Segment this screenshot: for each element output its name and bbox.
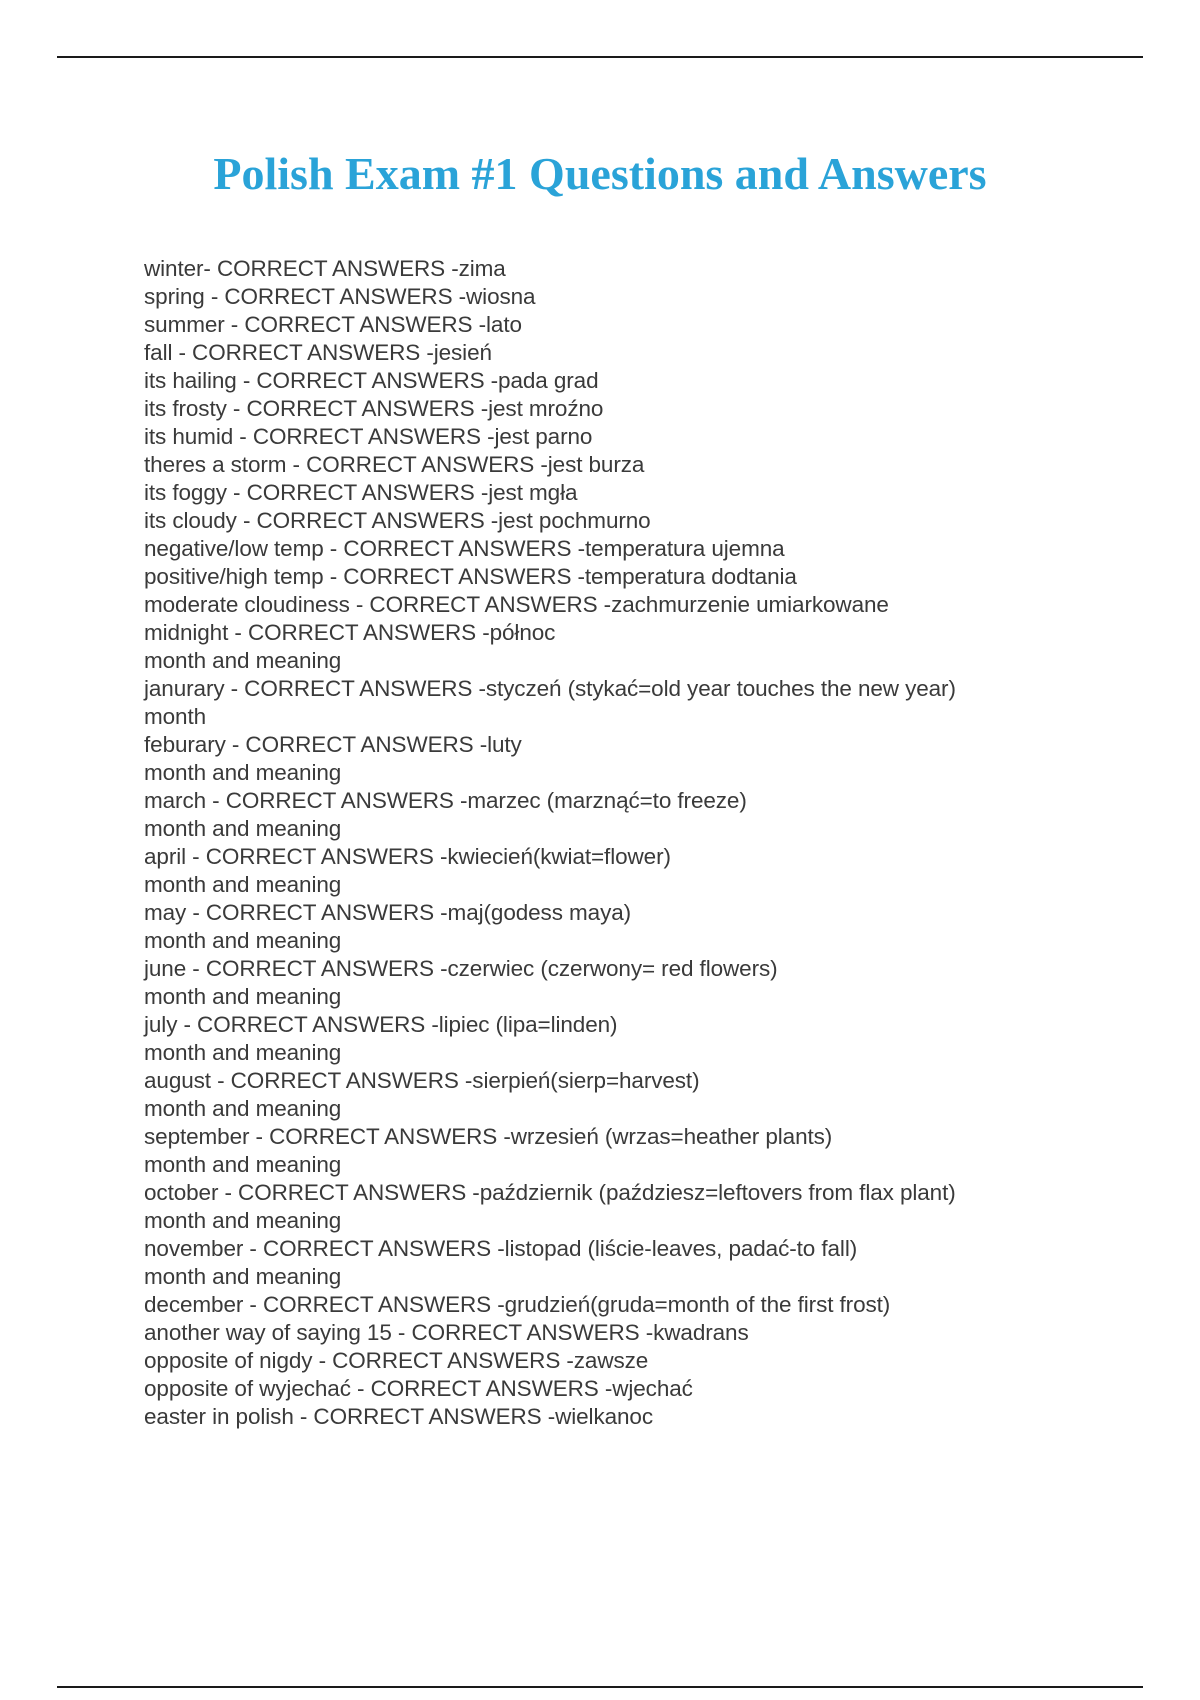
bottom-rule bbox=[57, 1686, 1143, 1688]
qa-line: september - CORRECT ANSWERS -wrzesień (wrzas=heather plants) bbox=[144, 1124, 833, 1149]
qa-line: its frosty - CORRECT ANSWERS -jest mroźno bbox=[144, 396, 604, 421]
qa-line: janurary - CORRECT ANSWERS -styczeń (stykać=old year touches the new year) bbox=[144, 676, 956, 701]
qa-line: opposite of nigdy - CORRECT ANSWERS -zawsze bbox=[144, 1348, 649, 1373]
qa-line: month bbox=[144, 704, 207, 729]
qa-line: positive/high temp - CORRECT ANSWERS -temperatura dodtania bbox=[144, 564, 797, 589]
qa-line: month and meaning bbox=[144, 872, 342, 897]
qa-line: its cloudy - CORRECT ANSWERS -jest pochmurno bbox=[144, 508, 651, 533]
qa-line: august - CORRECT ANSWERS -sierpień(sierp=harvest) bbox=[144, 1068, 700, 1093]
qa-line: summer - CORRECT ANSWERS -lato bbox=[144, 312, 522, 337]
qa-line: easter in polish - CORRECT ANSWERS -wielkanoc bbox=[144, 1404, 653, 1429]
qa-line: its hailing - CORRECT ANSWERS -pada grad bbox=[144, 368, 599, 393]
qa-line: another way of saying 15 - CORRECT ANSWERS -kwadrans bbox=[144, 1320, 749, 1345]
qa-line: june - CORRECT ANSWERS -czerwiec (czerwony= red flowers) bbox=[144, 956, 778, 981]
qa-line: its foggy - CORRECT ANSWERS -jest mgła bbox=[144, 480, 578, 505]
qa-line: month and meaning bbox=[144, 1040, 342, 1065]
qa-line: negative/low temp - CORRECT ANSWERS -temperatura ujemna bbox=[144, 536, 785, 561]
qa-line: december - CORRECT ANSWERS -grudzień(gruda=month of the first frost) bbox=[144, 1292, 891, 1317]
qa-line: month and meaning bbox=[144, 1152, 342, 1177]
qa-line: month and meaning bbox=[144, 1096, 342, 1121]
qa-line: month and meaning bbox=[144, 1208, 342, 1233]
qa-line: spring - CORRECT ANSWERS -wiosna bbox=[144, 284, 536, 309]
qa-line: month and meaning bbox=[144, 984, 342, 1009]
qa-line: may - CORRECT ANSWERS -maj(godess maya) bbox=[144, 900, 632, 925]
qa-line: april - CORRECT ANSWERS -kwiecień(kwiat=flower) bbox=[144, 844, 671, 869]
qa-line: winter- CORRECT ANSWERS -zima bbox=[144, 256, 506, 281]
qa-line: opposite of wyjechać - CORRECT ANSWERS -wjechać bbox=[144, 1376, 693, 1401]
qa-line: month and meaning bbox=[144, 760, 342, 785]
top-rule bbox=[57, 56, 1143, 58]
qa-line: fall - CORRECT ANSWERS -jesień bbox=[144, 340, 492, 365]
page-title: Polish Exam #1 Questions and Answers bbox=[213, 148, 987, 199]
qa-line: month and meaning bbox=[144, 816, 342, 841]
qa-line: october - CORRECT ANSWERS -październik (paździesz=leftovers from flax plant) bbox=[144, 1180, 956, 1205]
qa-line: month and meaning bbox=[144, 1264, 342, 1289]
qa-list bbox=[144, 255, 1044, 1431]
qa-line: november - CORRECT ANSWERS -listopad (liście-leaves, padać-to fall) bbox=[144, 1236, 858, 1261]
qa-line: july - CORRECT ANSWERS -lipiec (lipa=linden) bbox=[144, 1012, 618, 1037]
qa-line: its humid - CORRECT ANSWERS -jest parno bbox=[144, 424, 593, 449]
qa-line: march - CORRECT ANSWERS -marzec (marznąć=to freeze) bbox=[144, 788, 747, 813]
qa-line: midnight - CORRECT ANSWERS -północ bbox=[144, 620, 556, 645]
qa-line: theres a storm - CORRECT ANSWERS -jest burza bbox=[144, 452, 645, 477]
qa-line: moderate cloudiness - CORRECT ANSWERS -zachmurzenie umiarkowane bbox=[144, 592, 889, 617]
qa-line: month and meaning bbox=[144, 928, 342, 953]
qa-line: feburary - CORRECT ANSWERS -luty bbox=[144, 732, 522, 757]
qa-line: month and meaning bbox=[144, 648, 342, 673]
